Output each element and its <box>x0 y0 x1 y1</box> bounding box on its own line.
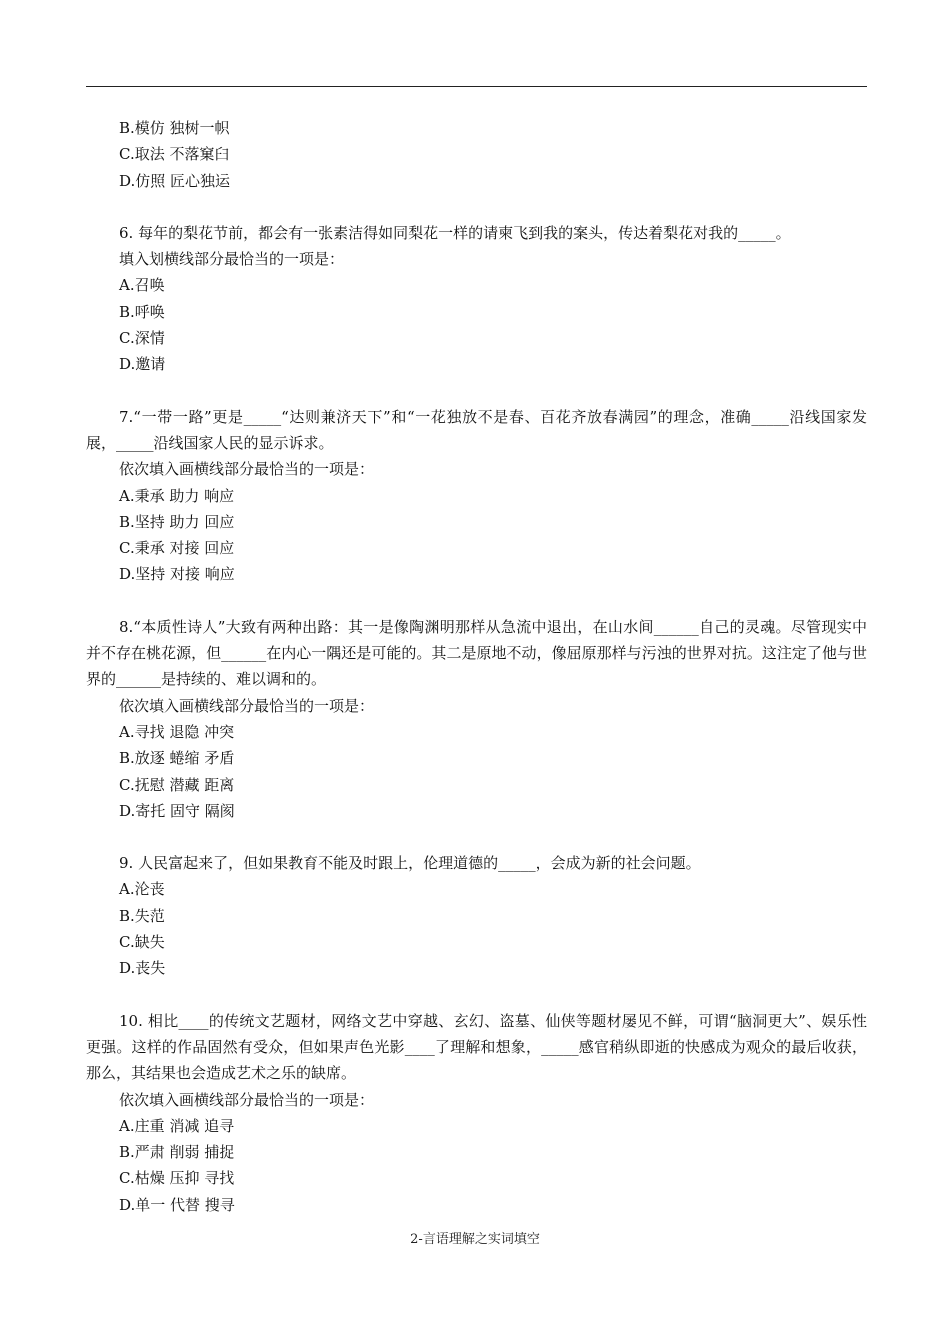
option: C.取法 不落窠臼 <box>119 145 230 164</box>
option: A.召唤 <box>119 276 165 295</box>
question-stem: 6. 每年的梨花节前，都会有一张素洁得如同梨花一样的请柬飞到我的案头，传达着梨花对我的_____。 <box>119 223 791 242</box>
page-footer: 2-言语理解之实词填空 <box>410 1232 540 1247</box>
option: A.寻找 退隐 冲突 <box>119 722 235 741</box>
option: C.枯燥 压抑 寻找 <box>119 1169 235 1188</box>
question-prompt: 依次填入画横线部分最恰当的一项是： <box>119 1090 375 1109</box>
option: C.缺失 <box>119 933 165 952</box>
header-rule <box>86 86 867 87</box>
question-prompt: 填入划横线部分最恰当的一项是： <box>119 250 345 269</box>
option: C.深情 <box>119 329 165 348</box>
option: B.呼唤 <box>119 302 165 321</box>
option: A.庄重 消减 追寻 <box>119 1116 235 1135</box>
question-9 <box>86 850 867 981</box>
option: B.模仿 独树一帜 <box>119 119 230 137</box>
question-10 <box>86 1008 867 1218</box>
option: D.丧失 <box>119 959 166 978</box>
option: D.单一 代替 搜寻 <box>119 1195 235 1214</box>
option: D.邀请 <box>119 355 166 374</box>
question-7 <box>86 404 867 588</box>
question-8 <box>86 614 867 824</box>
page-body <box>86 115 867 1218</box>
option: D.坚持 对接 响应 <box>119 565 235 584</box>
question-stem: 7.“一带一路”更是_____“达则兼济天下”和“一花独放不是春、百花齐放春满园”的理念，准确_____沿线国家发展，_____沿线国家人民的显示诉求。 <box>86 407 867 452</box>
question-6 <box>86 220 867 378</box>
question-stem: 10. 相比____的传统文艺题材，网络文艺中穿越、玄幻、盗墓、仙侠等题材屡见不鲜，可谓“脑洞更大”、娱乐性更强。这样的作品固然有受众，但如果声色光影____了理解和想象，_____感官稍纵即逝的快感成为观众的最后收获，那么，其结果也会造成艺术之乐的缺席。 <box>86 1011 867 1083</box>
question-stem: 8.“本质性诗人”大致有两种出路：其一是像陶渊明那样从急流中退出，在山水间______自己的灵魂。尽管现实中并不存在桃花源，但______在内心一隅还是可能的。其二是原地不动，像屈原那样与污浊的世界对抗。这注定了他与世界的______是持续的、难以调和的。 <box>86 617 867 689</box>
question-stem: 9. 人民富起来了，但如果教育不能及时跟上，伦理道德的_____，会成为新的社会问题。 <box>119 854 701 873</box>
option: A.沦丧 <box>119 880 165 899</box>
option: A.秉承 助力 响应 <box>119 486 235 505</box>
option: B.严肃 削弱 捕捉 <box>119 1143 235 1162</box>
option: D.寄托 固守 隔阂 <box>119 801 235 820</box>
option: D.仿照 匠心独运 <box>119 171 231 190</box>
option: B.坚持 助力 回应 <box>119 512 235 531</box>
question-prompt: 依次填入画横线部分最恰当的一项是： <box>119 696 375 715</box>
option: B.失范 <box>119 906 165 925</box>
question-prompt: 依次填入画横线部分最恰当的一项是： <box>119 460 375 479</box>
option: C.秉承 对接 回应 <box>119 539 235 558</box>
option: C.抚慰 潜藏 距离 <box>119 775 235 794</box>
prior-question-options <box>86 115 867 194</box>
option: B.放逐 蜷缩 矛盾 <box>119 749 235 768</box>
